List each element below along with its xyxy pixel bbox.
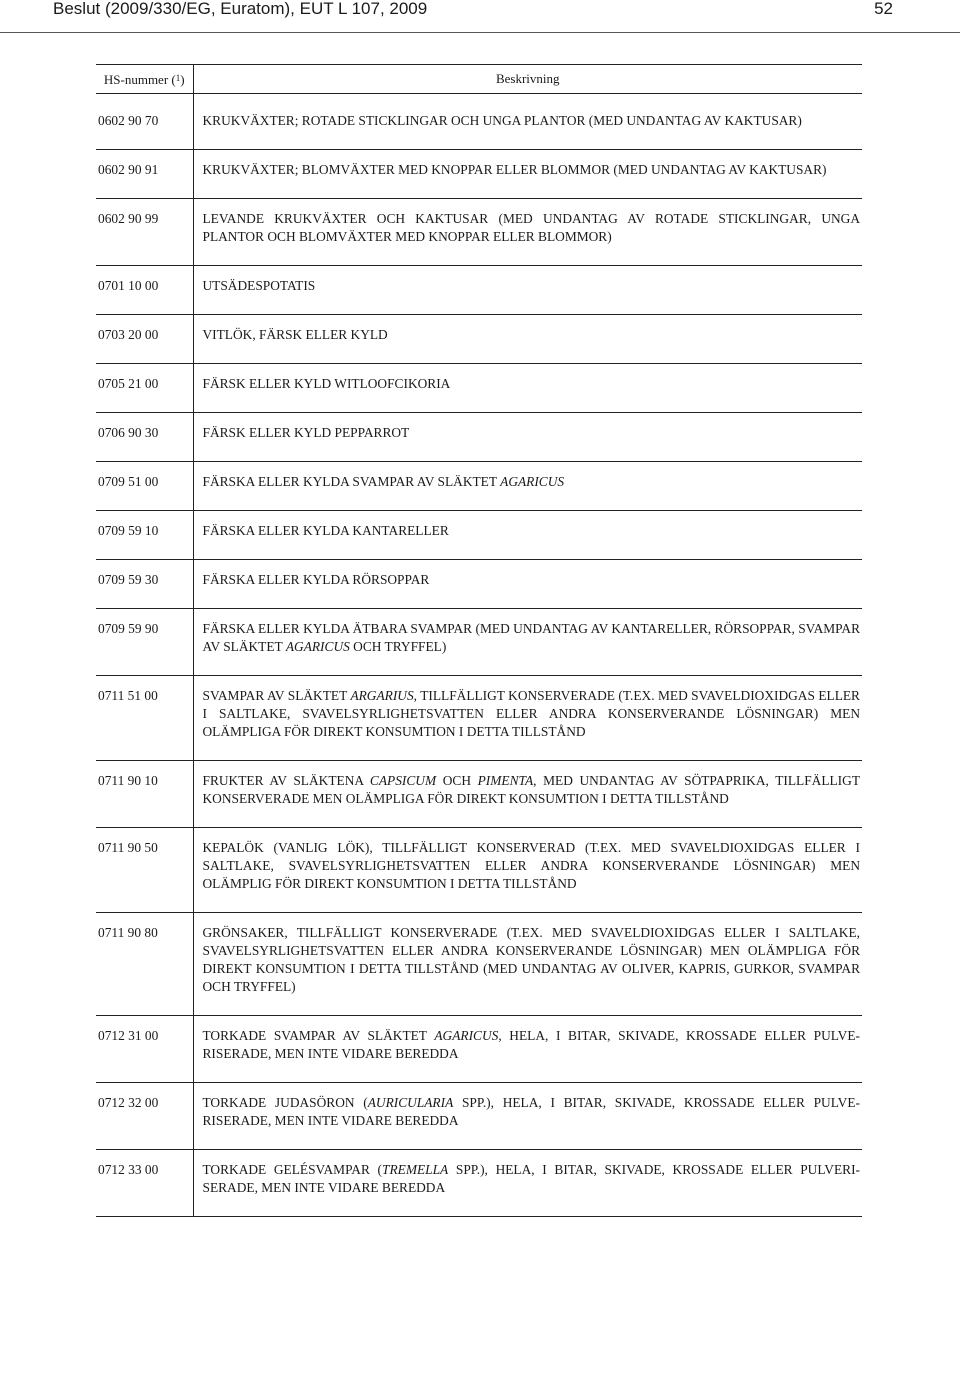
description-cell [193,199,862,266]
hs-code-cell: 0705 21 00 [96,364,193,413]
description-text: VITLÖK, FÄRSK ELLER KYLD [202,327,388,342]
description-cell [193,413,862,462]
description-text: SVAMPAR AV SLÄKTET [202,688,351,703]
description-text: SPP.), HELA, I BITAR, SKIVADE, KROSSADE ELLER PULVERISERADE, MEN INTE VIDARE BEREDDA [202,1162,860,1195]
description-text: KRUKVÄXTER; BLOMVÄXTER MED KNOPPAR ELLER BLOMMOR (MED UNDANTAG AV KAKTUSAR) [202,162,827,177]
table-row [96,761,862,828]
table-row [96,199,862,266]
hs-code-cell: 0602 90 70 [96,94,193,150]
table-row [96,913,862,1016]
description-cell [193,1150,862,1217]
table-row [96,462,862,511]
genus-name: ARGARIUS [350,688,414,703]
document-title: Beslut (2009/330/EG, Euratom), EUT L 107, 2009 [53,0,428,18]
description-text: FÄRSKA ELLER KYLDA SVAMPAR AV SLÄKTET [202,474,501,489]
description-text: , HELA, I BITAR, SKIVADE, KROSSADE ELLER PULVERISERADE, MEN INTE VIDARE BEREDDA [202,1028,861,1061]
header-rule [0,32,960,33]
description-text: FÄRSKA ELLER KYLDA RÖRSOPPAR [202,572,430,587]
description-cell [193,1083,862,1150]
hs-code-cell: 0709 59 30 [96,560,193,609]
table-row [96,828,862,913]
hs-code-table [96,64,862,1217]
table-row [96,364,862,413]
description-cell [193,315,862,364]
description-text: TORKADE GELÉSVAMPAR ( [202,1162,383,1177]
description-cell [193,609,862,676]
hs-code-cell: 0709 59 10 [96,511,193,560]
table-row [96,94,862,150]
genus-name: AGARICUS [500,474,565,489]
description-text: OCH [436,773,478,788]
hs-code-cell: 0709 51 00 [96,462,193,511]
genus-name: CAPSICUM [369,773,437,788]
column-header-hs-number: HS-nummer ($^1$) [96,65,193,94]
genus-name: PIMENTA [477,773,534,788]
genus-name: AURICULARIA [367,1095,454,1110]
page-number: 52 [874,0,893,18]
description-cell [193,511,862,560]
hs-code-cell: 0712 33 00 [96,1150,193,1217]
table-row [96,609,862,676]
description-text: TORKADE JUDASÖRON ( [202,1095,368,1110]
table-row [96,413,862,462]
description-text: SPP.), HELA, I BITAR, SKIVADE, KROSSADE ELLER PULVERISERADE, MEN INTE VIDARE BEREDDA [202,1095,860,1128]
hs-code-cell: 0711 90 50 [96,828,193,913]
hs-code-cell: 0712 32 00 [96,1083,193,1150]
table-row [96,1150,862,1217]
table-row [96,1083,862,1150]
hs-code-cell: 0701 10 00 [96,266,193,315]
description-cell [193,676,862,761]
table-row [96,150,862,199]
description-text: KRUKVÄXTER; ROTADE STICKLINGAR OCH UNGA PLANTOR (MED UNDANTAG AV KAKTUSAR) [202,113,802,128]
genus-name: AGARICUS [285,639,350,654]
hs-code-cell: 0709 59 90 [96,609,193,676]
description-text: GRÖNSAKER, TILLFÄLLIGT KONSERVERADE (T.EX. MED SVAVELDIOXIDGAS ELLER I SALTLAKE, SVAVELSYRLIGHETSVATTEN ELLER ANDRA KONSERVERANDE LÖSNINGAR) MEN OLÄMPLIGA FÖR DIREKT KONSUMTION I DETTA TILLSTÅND (MED UNDANTAG AV OLIVER, KAPRIS, GURKOR, SVAMPAR OCH TRYFFEL) [202,925,860,994]
description-text: FÄRSK ELLER KYLD PEPPARROT [202,425,410,440]
description-text: LEVANDE KRUKVÄXTER OCH KAKTUSAR (MED UNDANTAG AV ROTADE STICKLINGAR, UNGA PLANTOR OCH BLOMVÄXTER MED KNOPPAR ELLER BLOMMOR) [202,211,860,244]
description-text: UTSÄDESPOTATIS [202,278,316,293]
footnote-marker: 1 [175,73,181,83]
table-row [96,560,862,609]
description-cell [193,761,862,828]
description-text: FRUKTER AV SLÄKTENA [202,773,370,788]
description-text: FÄRSKA ELLER KYLDA ÄTBARA SVAMPAR (MED UNDANTAG AV KANTARELLER, RÖRSOPPAR, SVAMPAR AV SLÄKTET [202,621,860,654]
hs-code-cell: 0711 51 00 [96,676,193,761]
table-row [96,511,862,560]
description-cell [193,266,862,315]
hs-code-cell: 0712 31 00 [96,1016,193,1083]
description-text: OCH TRYFFEL) [349,639,447,654]
description-cell [193,364,862,413]
description-text: TORKADE SVAMPAR AV SLÄKTET [202,1028,435,1043]
description-text: KEPALÖK (VANLIG LÖK), TILLFÄLLIGT KONSERVERAD (T.EX. MED SVAVELDIOXIDGAS ELLER I SALTLAKE, SVAVELSYRLIGHETSVATTEN ELLER ANDRA KONSERVERANDE LÖSNINGAR) MEN OLÄMPLIG FÖR DIREKT KONSUMTION I DETTA TILLSTÅND [202,840,860,891]
table-header-row [96,65,862,94]
hs-code-cell: 0703 20 00 [96,315,193,364]
description-text: FÄRSK ELLER KYLD WITLOOFCIKORIA [202,376,451,391]
description-text: , TILLFÄLLIGT KONSERVERADE (T.EX. MED SVAVELDIOXIDGAS ELLER I SALTLAKE, SVAVELSYRLIGHETSVATTEN ELLER ANDRA KONSERVERANDE LÖSNINGAR) MEN OLÄMPLIGA FÖR DIREKT KONSUMTION I DETTA TILLSTÅND [202,688,860,739]
description-cell [193,462,862,511]
table-row [96,266,862,315]
description-cell [193,913,862,1016]
column-header-description: Beskrivning [193,65,862,94]
hs-code-cell: 0711 90 10 [96,761,193,828]
description-text: FÄRSKA ELLER KYLDA KANTARELLER [202,523,449,538]
table-row [96,676,862,761]
table-row [96,1016,862,1083]
table-row [96,315,862,364]
hs-code-cell: 0711 90 80 [96,913,193,1016]
description-cell [193,94,862,150]
description-cell [193,1016,862,1083]
hs-code-cell: 0602 90 99 [96,199,193,266]
description-cell [193,828,862,913]
genus-name: AGARICUS [434,1028,499,1043]
genus-name: TREMELLA [382,1162,449,1177]
hs-code-cell: 0706 90 30 [96,413,193,462]
hs-code-cell: 0602 90 91 [96,150,193,199]
description-text: , MED UNDANTAG AV SÖTPAPRIKA, TILLFÄLLIGT KONSERVERADE MEN OLÄMPLIGA FÖR DIREKT KONSUMTION I DETTA TILLSTÅND [202,773,860,806]
description-cell [193,150,862,199]
running-header [0,0,960,30]
description-cell [193,560,862,609]
